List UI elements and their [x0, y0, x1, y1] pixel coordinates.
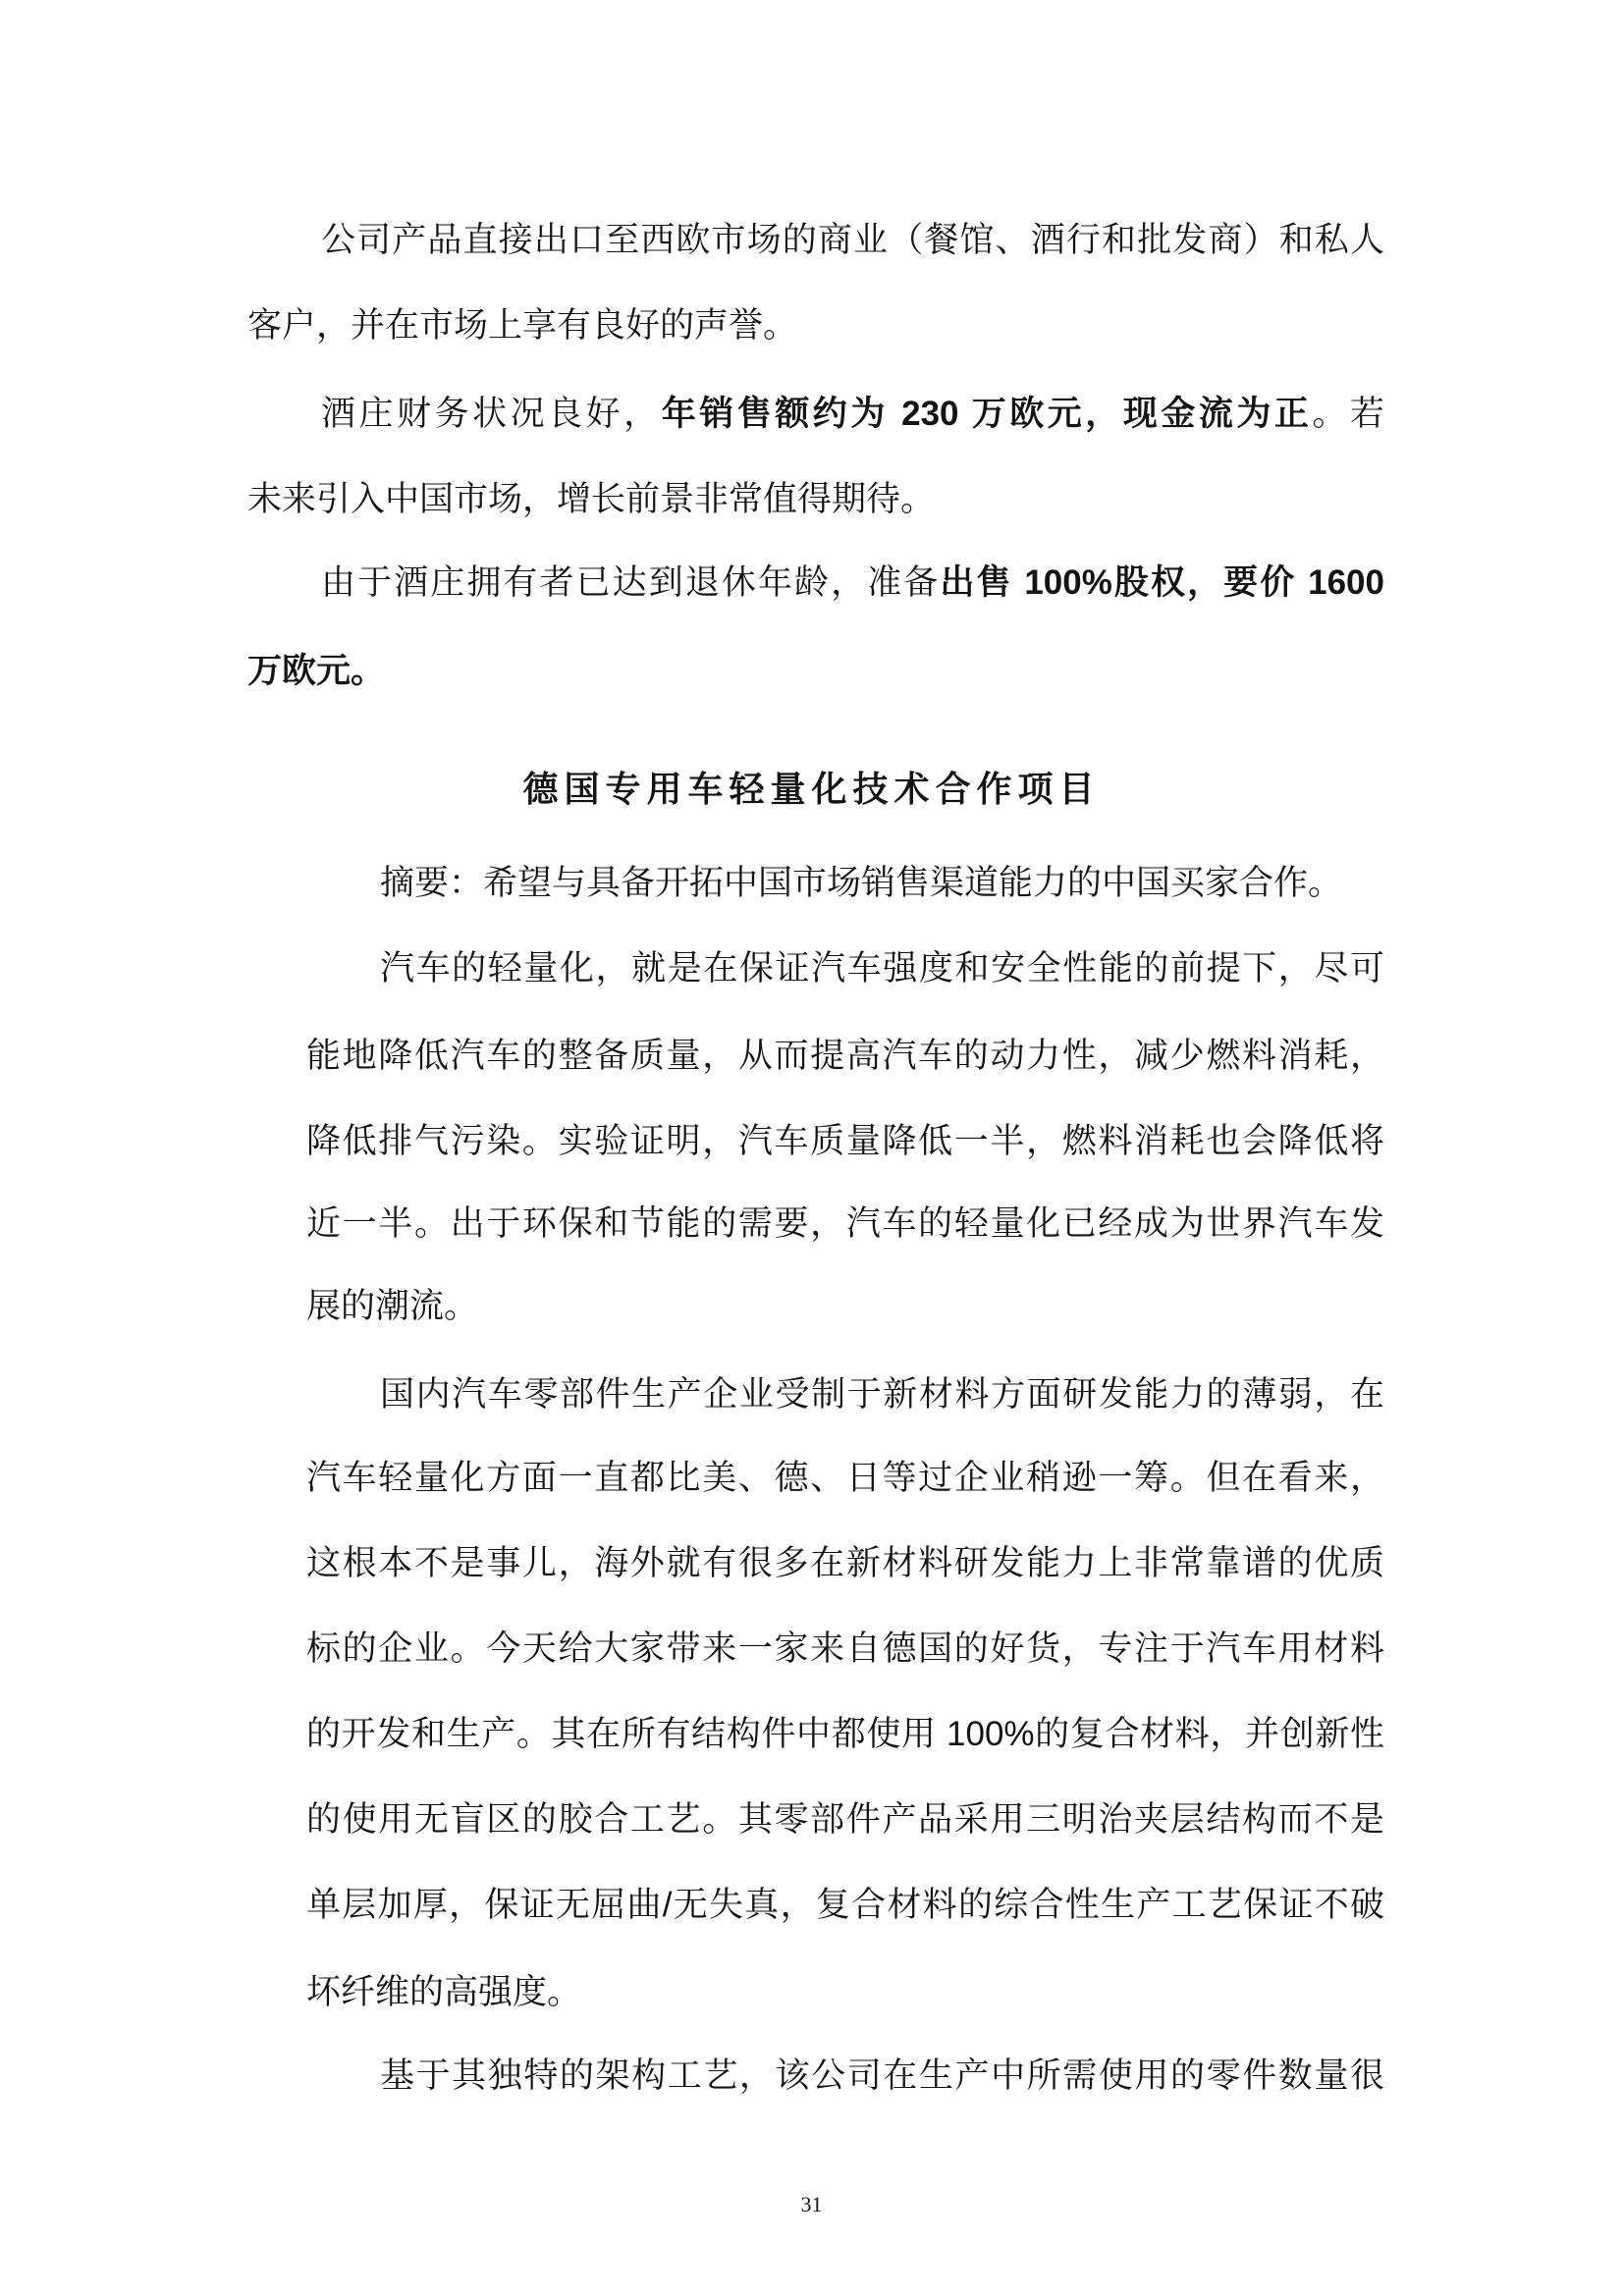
paragraph-line: 展的潮流。: [306, 1287, 479, 1325]
paragraph-line: 坏纤维的高强度。: [306, 1973, 582, 2011]
paragraph-line: 的开发和生产。其在所有结构件中都使用 100%的复合材料，并创新性: [306, 1715, 1384, 1753]
page-number: 31: [800, 2192, 823, 2216]
summary-line: 摘要：希望与具备开拓中国市场销售渠道能力的中国买家合作。: [380, 864, 1343, 902]
paragraph-line: 降低排气污染。实验证明，汽车质量降低一半，燃料消耗也会降低将: [306, 1122, 1384, 1160]
paragraph-line: 的使用无盲区的胶合工艺。其零部件产品采用三明治夹层结构而不是: [306, 1800, 1384, 1839]
paragraph-line: 万欧元。: [247, 652, 386, 690]
paragraph-line: 基于其独特的架构工艺，该公司在生产中所需使用的零件数量很: [380, 2056, 1384, 2095]
paragraph-line: 能地降低汽车的整备质量，从而提高汽车的动力性，减少燃料消耗，: [306, 1037, 1384, 1075]
section-heading: 德国专用车轻量化技术合作项目: [522, 769, 1101, 809]
paragraph-line: [321, 559, 1384, 608]
paragraph-line: 国内汽车零部件生产企业受制于新材料方面研发能力的薄弱，在: [380, 1375, 1384, 1414]
paragraph-line: [321, 390, 1384, 439]
paragraph-line: 近一半。出于环保和节能的需要，汽车的轻量化已经成为世界汽车发: [306, 1204, 1384, 1243]
paragraph-line: 这根本不是事儿，海外就有很多在新材料研发能力上非常靠谱的优质: [306, 1544, 1384, 1582]
paragraph-line: 客户，并在市场上享有良好的声誉。: [247, 306, 798, 345]
paragraph-line: 汽车轻量化方面一直都比美、德、日等过企业稍逊一筹。但在看来，: [306, 1459, 1384, 1497]
line-text: 由于酒庄拥有者已达到退休年龄，准备: [321, 563, 941, 602]
paragraph-line: 汽车的轻量化，就是在保证汽车强度和安全性能的前提下，尽可: [380, 949, 1384, 988]
emphasized-text: 出售 100%股权，要价 1600: [940, 563, 1384, 602]
paragraph-line: 公司产品直接出口至西欧市场的商业（餐馆、酒行和批发商）和私人: [321, 221, 1384, 259]
paragraph-line: 单层加厚，保证无屈曲/无失真，复合材料的综合性生产工艺保证不破: [306, 1886, 1384, 1924]
paragraph-line: 未来引入中国市场，增长前景非常值得期待。: [247, 480, 936, 518]
line-text: 。若: [1312, 395, 1384, 433]
paragraph-line: 标的企业。今天给大家带来一家来自德国的好货，专注于汽车用材料: [306, 1629, 1384, 1668]
emphasized-text: 年销售额约为 230 万欧元，现金流为正: [661, 395, 1313, 433]
line-text: 酒庄财务状况良好，: [321, 395, 662, 433]
